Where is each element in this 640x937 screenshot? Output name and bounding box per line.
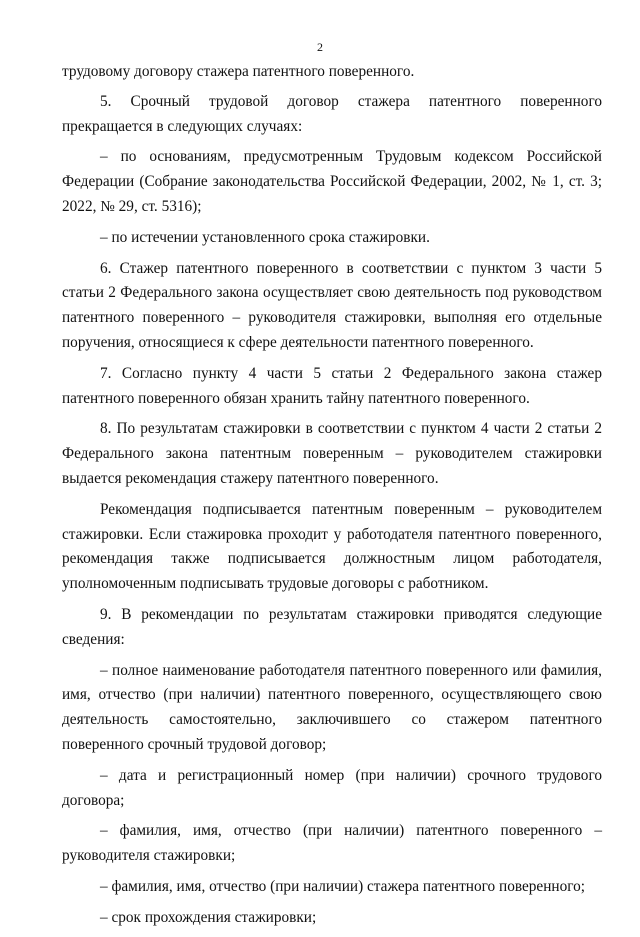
paragraph-item-7: 7. Согласно пункту 4 части 5 статьи 2 Федерального закона стажер патентного поверенного обязан хранить тайну патентного поверенного. — [62, 364, 602, 407]
page-number: 2 — [317, 40, 323, 54]
paragraph-item-9-contract: – дата и регистрационный номер (при наличии) срочного трудового договора; — [62, 766, 602, 809]
paragraph-item-9: 9. В рекомендации по результатам стажировки приводятся следующие сведения: — [62, 605, 602, 648]
document-body — [62, 60, 602, 937]
paragraph-item-9-trainee: – фамилия, имя, отчество (при наличии) стажера патентного поверенного; — [100, 877, 586, 895]
paragraph-continuation: трудовому договору стажера патентного поверенного. — [62, 63, 415, 80]
paragraph-item-5-case-1: – по основаниям, предусмотренным Трудовым кодексом Российской Федерации (Собрание законодательства Российской Федерации, 2002, № 1, ст. 3; 2022, № 29, ст. 5316); — [62, 148, 602, 215]
paragraph-item-8: 8. По результатам стажировки в соответствии с пунктом 4 части 2 статьи 2 Федерального закона патентным поверенным – руководителем стажировки выдается рекомендация стажеру патентного поверенного. — [62, 420, 602, 487]
paragraph-item-9-term: – срок прохождения стажировки; — [100, 908, 317, 926]
paragraph-item-5-case-2: – по истечении установленного срока стажировки. — [100, 228, 430, 246]
paragraph-item-5: 5. Срочный трудовой договор стажера патентного поверенного прекращается в следующих случаях: — [62, 92, 602, 135]
paragraph-item-6: 6. Стажер патентного поверенного в соответствии с пунктом 3 части 5 статьи 2 Федерального закона осуществляет свою деятельность под руководством патентного поверенного – руководителя стажировки, выполняя его отдельные поручения, относящиеся к сфере деятельности патентного поверенного. — [62, 259, 602, 351]
paragraph-item-9-employer: – полное наименование работодателя патентного поверенного или фамилия, имя, отчество (при наличии) патентного поверенного, осуществляющего свою деятельность самостоятельно, заключившего со стажером патентного поверенного срочный трудовой договор; — [62, 661, 602, 753]
paragraph-item-9-supervisor: – фамилия, имя, отчество (при наличии) патентного поверенного – руководителя стажировки; — [62, 822, 602, 865]
paragraph-recommendation: Рекомендация подписывается патентным поверенным – руководителем стажировки. Если стажировка проходит у работодателя патентного поверенного, рекомендация также подписывается должностным лицом работодателя, уполномоченным подписывать трудовые договоры с работником. — [62, 500, 602, 593]
